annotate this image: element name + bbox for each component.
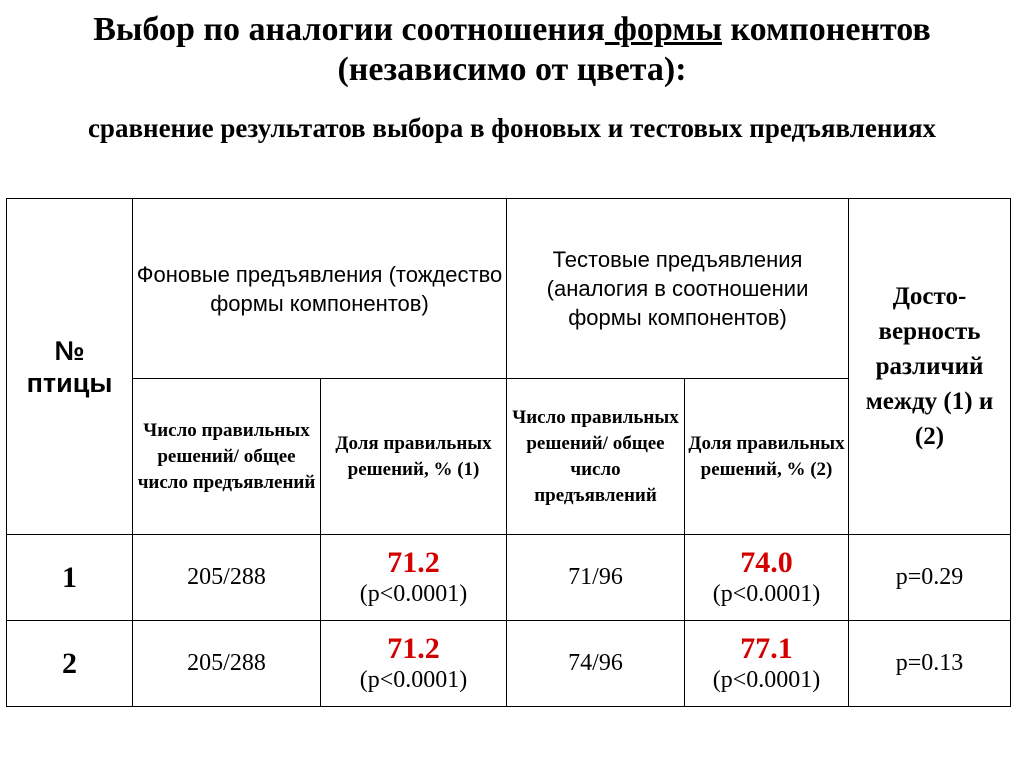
header-row-1 (7, 199, 1011, 379)
background-percent: 71.2 (387, 545, 440, 579)
page-title (0, 10, 1024, 90)
significance-cell: p=0.13 (849, 621, 1011, 707)
significance-header: Досто-верность различий между (1) и (2) (849, 199, 1011, 535)
background-count-cell: 205/288 (133, 535, 321, 621)
background-count-header: Число правильных решений/ общее число предъявлений (133, 379, 321, 535)
background-count-cell: 205/288 (133, 621, 321, 707)
test-count-cell: 71/96 (507, 535, 685, 621)
background-share-cell (321, 535, 507, 621)
background-presentations-header: Фоновые предъявления (тождество формы компонентов) (133, 199, 507, 379)
title-line-1 (0, 10, 1024, 50)
page-subtitle: сравнение результатов выбора в фоновых и тестовых предъявлениях (87, 113, 937, 143)
title-part-2: компонентов (722, 11, 931, 48)
background-p-value: (p<0.0001) (359, 580, 468, 607)
test-share-cell (685, 535, 849, 621)
test-percent: 74.0 (740, 545, 793, 579)
background-p-value: (p<0.0001) (359, 666, 468, 693)
background-share-header: Доля правильных решений, % (1) (321, 379, 507, 535)
test-count-cell: 74/96 (507, 621, 685, 707)
bird-number-cell: 1 (7, 535, 133, 621)
test-p-value: (p<0.0001) (712, 580, 821, 607)
table-row (7, 621, 1011, 707)
title-part-1: Выбор по аналогии соотношения (93, 11, 605, 48)
background-percent: 71.2 (387, 631, 440, 665)
title-underlined-word: формы (604, 11, 722, 48)
test-percent: 77.1 (740, 631, 793, 665)
results-table (6, 198, 1011, 707)
test-p-value: (p<0.0001) (712, 666, 821, 693)
table-row (7, 535, 1011, 621)
title-line-2: (независимо от цвета): (337, 51, 687, 88)
background-share-cell (321, 621, 507, 707)
test-count-header: Число правильных решений/ общее число предъявлений (507, 379, 685, 535)
test-share-header: Доля правильных решений, % (2) (685, 379, 849, 535)
significance-cell: p=0.29 (849, 535, 1011, 621)
bird-number-header: № птицы (7, 199, 133, 535)
test-presentations-header: Тестовые предъявления (аналогия в соотношении формы компонентов) (507, 199, 849, 379)
test-share-cell (685, 621, 849, 707)
bird-number-cell: 2 (7, 621, 133, 707)
